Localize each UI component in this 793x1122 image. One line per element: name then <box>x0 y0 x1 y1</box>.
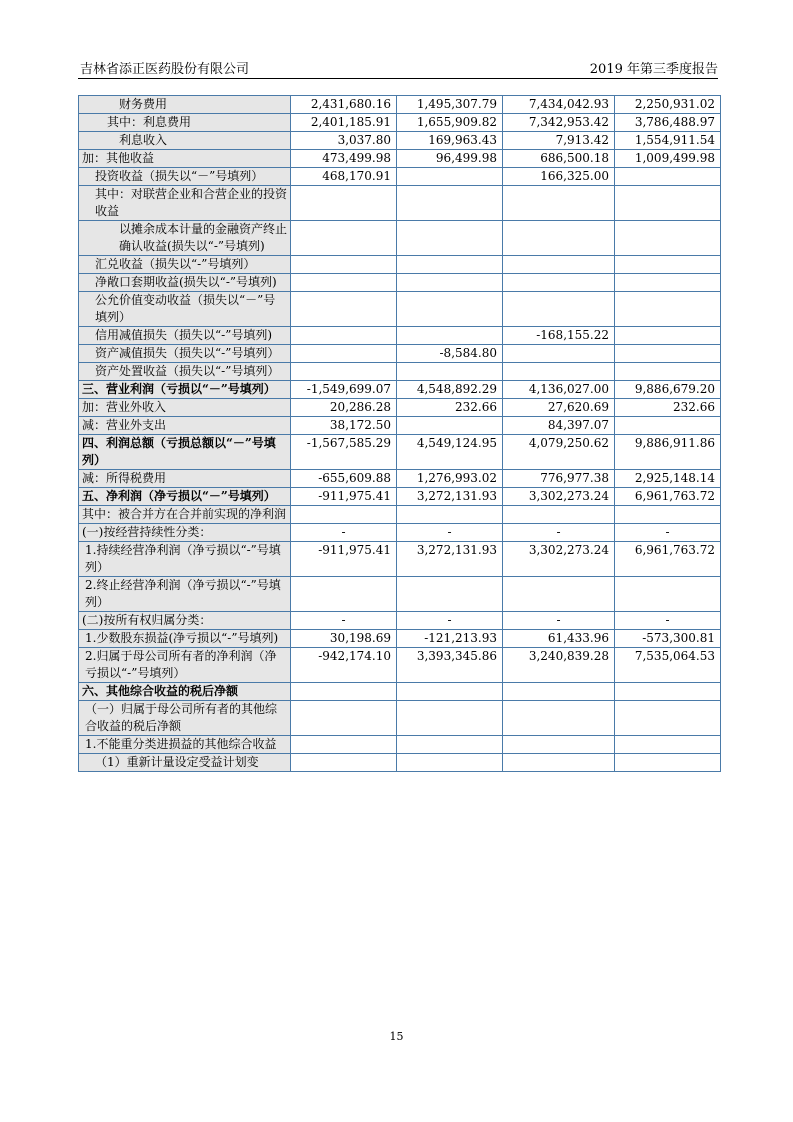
table-row <box>79 327 721 345</box>
cell-value <box>615 683 721 701</box>
row-label: 2.终止经营净利润（净亏损以“-”号填列） <box>79 577 291 612</box>
cell-value <box>615 363 721 381</box>
cell-value: -573,300.81 <box>615 630 721 648</box>
cell-value <box>503 683 615 701</box>
cell-value <box>291 274 397 292</box>
row-label: 六、其他综合收益的税后净额 <box>79 683 291 701</box>
table-row <box>79 256 721 274</box>
cell-value <box>615 186 721 221</box>
cell-value <box>615 345 721 363</box>
cell-value <box>615 754 721 772</box>
cell-value <box>615 274 721 292</box>
row-label: 1.持续经营净利润（净亏损以“-”号填列） <box>79 542 291 577</box>
cell-value <box>503 345 615 363</box>
row-label: 其中：对联营企业和合营企业的投资收益 <box>79 186 291 221</box>
cell-value <box>615 292 721 327</box>
cell-value: 3,272,131.93 <box>397 542 503 577</box>
cell-value: -655,609.88 <box>291 470 397 488</box>
cell-value: 1,276,993.02 <box>397 470 503 488</box>
row-label: 投资收益（损失以“－”号填列） <box>79 168 291 186</box>
table-row <box>79 648 721 683</box>
cell-value <box>503 506 615 524</box>
cell-value: 1,009,499.98 <box>615 150 721 168</box>
cell-value: 9,886,679.20 <box>615 381 721 399</box>
row-label: 资产处置收益（损失以“-”号填列） <box>79 363 291 381</box>
table-row <box>79 630 721 648</box>
table-row <box>79 399 721 417</box>
cell-value <box>397 256 503 274</box>
cell-value <box>397 186 503 221</box>
cell-value <box>397 736 503 754</box>
row-label: （1）重新计量设定受益计划变 <box>79 754 291 772</box>
cell-value: 1,655,909.82 <box>397 114 503 132</box>
report-title: 2019 年第三季度报告 <box>589 62 718 77</box>
table-row <box>79 470 721 488</box>
cell-value <box>291 363 397 381</box>
cell-value <box>397 363 503 381</box>
row-label: 信用减值损失（损失以“-”号填列) <box>79 327 291 345</box>
row-label: (一)按经营持续性分类： <box>79 524 291 542</box>
cell-value: 4,079,250.62 <box>503 435 615 470</box>
cell-value: 3,786,488.97 <box>615 114 721 132</box>
cell-value <box>397 221 503 256</box>
cell-value <box>615 736 721 754</box>
row-label: 1.不能重分类进损益的其他综合收益 <box>79 736 291 754</box>
cell-value <box>397 506 503 524</box>
cell-value: 3,272,131.93 <box>397 488 503 506</box>
cell-value <box>291 256 397 274</box>
table-row <box>79 435 721 470</box>
cell-value: -911,975.41 <box>291 488 397 506</box>
cell-value: 38,172.50 <box>291 417 397 435</box>
cell-value: 2,401,185.91 <box>291 114 397 132</box>
table-row <box>79 132 721 150</box>
table-row <box>79 114 721 132</box>
table-row <box>79 754 721 772</box>
row-label: 加：其他收益 <box>79 150 291 168</box>
table-row <box>79 417 721 435</box>
cell-value: 686,500.18 <box>503 150 615 168</box>
row-label: 公允价值变动收益（损失以“－”号填列） <box>79 292 291 327</box>
cell-value <box>291 736 397 754</box>
table-row <box>79 96 721 114</box>
cell-value: 3,393,345.86 <box>397 648 503 683</box>
cell-value: 84,397.07 <box>503 417 615 435</box>
table-row <box>79 292 721 327</box>
cell-value: 20,286.28 <box>291 399 397 417</box>
cell-value <box>503 292 615 327</box>
cell-value: 7,913.42 <box>503 132 615 150</box>
row-label: 减：营业外支出 <box>79 417 291 435</box>
cell-value <box>397 417 503 435</box>
cell-value: 169,963.43 <box>397 132 503 150</box>
cell-value <box>291 345 397 363</box>
table-row <box>79 186 721 221</box>
page-header <box>78 56 718 79</box>
cell-value <box>503 221 615 256</box>
cell-value: -121,213.93 <box>397 630 503 648</box>
cell-value <box>291 506 397 524</box>
cell-value: 232.66 <box>615 399 721 417</box>
row-label: 五、净利润（净亏损以“－”号填列） <box>79 488 291 506</box>
cell-value: - <box>291 524 397 542</box>
table-row <box>79 221 721 256</box>
table-row <box>79 612 721 630</box>
income-statement-table <box>78 95 721 772</box>
cell-value: - <box>397 612 503 630</box>
table-row <box>79 488 721 506</box>
cell-value <box>397 327 503 345</box>
table-row <box>79 274 721 292</box>
cell-value <box>291 701 397 736</box>
table-row <box>79 542 721 577</box>
row-label: 四、利润总额（亏损总额以“－”号填列） <box>79 435 291 470</box>
cell-value: -1,567,585.29 <box>291 435 397 470</box>
cell-value <box>503 736 615 754</box>
cell-value: 6,961,763.72 <box>615 542 721 577</box>
cell-value <box>397 168 503 186</box>
cell-value: 30,198.69 <box>291 630 397 648</box>
cell-value: -168,155.22 <box>503 327 615 345</box>
cell-value <box>503 754 615 772</box>
cell-value: 776,977.38 <box>503 470 615 488</box>
cell-value: 3,240,839.28 <box>503 648 615 683</box>
cell-value <box>291 221 397 256</box>
cell-value <box>397 292 503 327</box>
cell-value: -1,549,699.07 <box>291 381 397 399</box>
cell-value <box>503 577 615 612</box>
cell-value <box>615 577 721 612</box>
row-label: 资产减值损失（损失以“-”号填列） <box>79 345 291 363</box>
row-label: 其中：利息费用 <box>79 114 291 132</box>
row-label: 减：所得税费用 <box>79 470 291 488</box>
cell-value <box>291 292 397 327</box>
row-label: 利息收入 <box>79 132 291 150</box>
cell-value <box>615 256 721 274</box>
cell-value: 3,302,273.24 <box>503 488 615 506</box>
cell-value <box>397 274 503 292</box>
cell-value <box>503 186 615 221</box>
cell-value <box>291 754 397 772</box>
row-label: 净敞口套期收益(损失以“-”号填列) <box>79 274 291 292</box>
cell-value: 9,886,911.86 <box>615 435 721 470</box>
row-label: 1.少数股东损益(净亏损以“-”号填列) <box>79 630 291 648</box>
cell-value: 7,434,042.93 <box>503 96 615 114</box>
row-label: 三、营业利润（亏损以“－”号填列） <box>79 381 291 399</box>
cell-value <box>291 683 397 701</box>
cell-value: - <box>397 524 503 542</box>
row-label: 财务费用 <box>79 96 291 114</box>
cell-value: 1,554,911.54 <box>615 132 721 150</box>
cell-value <box>615 417 721 435</box>
cell-value: - <box>291 612 397 630</box>
table-row <box>79 524 721 542</box>
cell-value: 61,433.96 <box>503 630 615 648</box>
cell-value: 27,620.69 <box>503 399 615 417</box>
row-label: 加：营业外收入 <box>79 399 291 417</box>
cell-value: 3,302,273.24 <box>503 542 615 577</box>
cell-value <box>397 754 503 772</box>
cell-value <box>503 274 615 292</box>
cell-value: 2,431,680.16 <box>291 96 397 114</box>
cell-value: 468,170.91 <box>291 168 397 186</box>
row-label: 2.归属于母公司所有者的净利润（净亏损以“-”号填列） <box>79 648 291 683</box>
cell-value <box>397 577 503 612</box>
cell-value <box>503 701 615 736</box>
row-label: 以摊余成本计量的金融资产终止确认收益(损失以“-”号填列) <box>79 221 291 256</box>
cell-value: 96,499.98 <box>397 150 503 168</box>
cell-value <box>615 168 721 186</box>
cell-value: 7,535,064.53 <box>615 648 721 683</box>
table-row <box>79 683 721 701</box>
cell-value: - <box>615 612 721 630</box>
cell-value: 166,325.00 <box>503 168 615 186</box>
cell-value: 4,548,892.29 <box>397 381 503 399</box>
cell-value: -942,174.10 <box>291 648 397 683</box>
row-label: (二)按所有权归属分类： <box>79 612 291 630</box>
cell-value: - <box>615 524 721 542</box>
cell-value: - <box>503 524 615 542</box>
cell-value: 2,925,148.14 <box>615 470 721 488</box>
row-label: 其中：被合并方在合并前实现的净利润 <box>79 506 291 524</box>
table-row <box>79 577 721 612</box>
cell-value: 4,136,027.00 <box>503 381 615 399</box>
table-row <box>79 701 721 736</box>
cell-value: 7,342,953.42 <box>503 114 615 132</box>
table-row <box>79 506 721 524</box>
cell-value: 232.66 <box>397 399 503 417</box>
cell-value: 2,250,931.02 <box>615 96 721 114</box>
cell-value: -8,584.80 <box>397 345 503 363</box>
cell-value <box>397 701 503 736</box>
table-row <box>79 168 721 186</box>
row-label: （一）归属于母公司所有者的其他综合收益的税后净额 <box>79 701 291 736</box>
table-row <box>79 345 721 363</box>
cell-value: - <box>503 612 615 630</box>
cell-value <box>291 186 397 221</box>
cell-value <box>503 363 615 381</box>
cell-value <box>397 683 503 701</box>
cell-value <box>291 327 397 345</box>
table-row <box>79 363 721 381</box>
cell-value <box>615 506 721 524</box>
cell-value: 6,961,763.72 <box>615 488 721 506</box>
table-row <box>79 150 721 168</box>
cell-value <box>503 256 615 274</box>
row-label: 汇兑收益（损失以“-”号填列） <box>79 256 291 274</box>
company-name: 吉林省添正医药股份有限公司 <box>80 62 250 77</box>
cell-value: 3,037.80 <box>291 132 397 150</box>
cell-value: -911,975.41 <box>291 542 397 577</box>
table-row <box>79 736 721 754</box>
cell-value <box>291 577 397 612</box>
cell-value <box>615 327 721 345</box>
cell-value <box>615 701 721 736</box>
table-row <box>79 381 721 399</box>
cell-value <box>615 221 721 256</box>
cell-value: 1,495,307.79 <box>397 96 503 114</box>
page-number: 15 <box>389 1030 404 1043</box>
cell-value: 473,499.98 <box>291 150 397 168</box>
cell-value: 4,549,124.95 <box>397 435 503 470</box>
